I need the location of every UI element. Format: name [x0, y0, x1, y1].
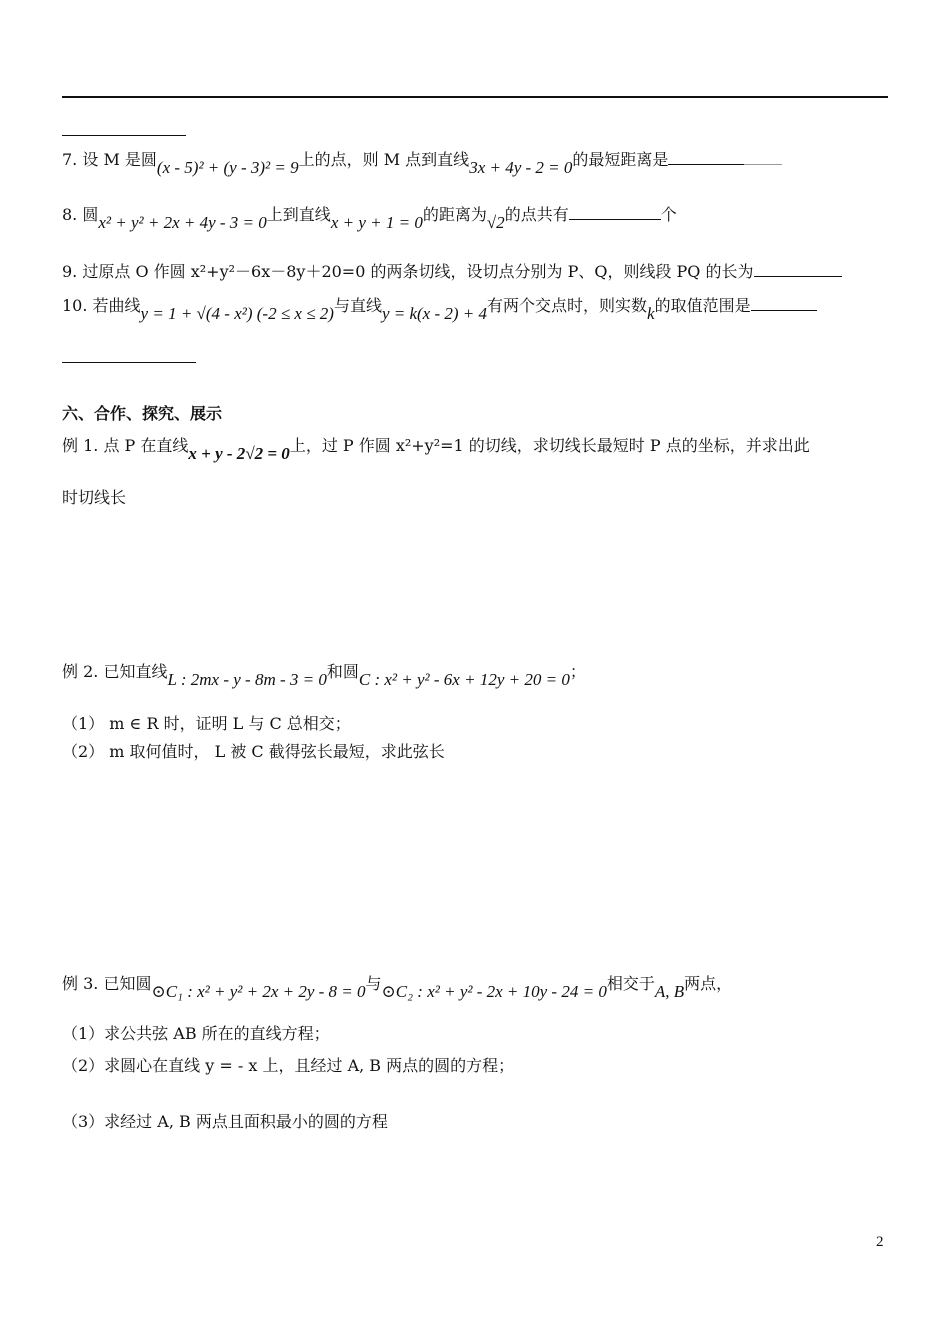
q8-expr-line: x + y + 1 = 0 — [330, 213, 423, 232]
ex2-suffix: ； — [569, 662, 586, 681]
ex3-sub3: （3）求经过 A, B 两点且面积最小的圆的方程 — [62, 1112, 388, 1131]
q8-mid1: 上到直线 — [266, 205, 331, 224]
q7-mid: 上的点，则 M 点到直线 — [298, 150, 470, 169]
q10-suffix: 的取值范围是 — [654, 296, 751, 315]
q8-mid2: 的距离为 — [422, 205, 487, 224]
ex2-sub1: （1） m ∈ R 时，证明 L 与 C 总相交； — [62, 714, 351, 733]
q7-prefix: 7. 设 M 是圆 — [62, 150, 157, 169]
q8-prefix: 8. 圆 — [62, 205, 99, 224]
q8-mid3: 的点共有 — [504, 205, 569, 224]
q10-expr-curve: y = 1 + √(4 - x²) (-2 ≤ x ≤ 2) — [140, 304, 334, 323]
q8-answer-blank — [569, 205, 661, 220]
q10-mid: 与直线 — [333, 296, 382, 315]
answer-blank-prev — [62, 135, 186, 136]
q8-expr-circle: x² + y² + 2x + 4y - 3 = 0 — [98, 213, 267, 232]
q9-answer-blank — [754, 262, 842, 277]
ex2-sub2: （2） m 取何值时， L 被 C 截得弦长最短，求此弦长 — [62, 742, 445, 761]
q7-answer-blank-ext — [744, 150, 782, 165]
q7-expr-line: 3x + 4y - 2 = 0 — [469, 158, 573, 177]
question-10 — [62, 296, 817, 323]
ex3-sub1: （1）求公共弦 AB 所在的直线方程； — [62, 1024, 330, 1043]
section-title: 六、合作、探究、展示 — [62, 404, 223, 423]
example-1 — [62, 436, 810, 463]
page-number: 2 — [876, 1234, 884, 1250]
ex1-expr-line: x + y - 2√2 = 0 — [188, 444, 290, 463]
ex3-mid2: 相交于 — [606, 974, 655, 993]
example-2 — [62, 662, 586, 689]
ex3-expr-ab: A, B — [654, 982, 685, 1001]
ex3-expr-c2: ⊙C₂ : x² + y² - 2x + 10y - 24 = 0 — [381, 982, 607, 1001]
q9-text: 9. 过原点 O 作圆 x²+y²－6x－8y＋20=0 的两条切线，设切点分别为 P、Q，则线段 PQ 的长为 — [62, 262, 754, 281]
ex3-prefix: 例 3. 已知圆 — [62, 974, 152, 993]
q10-answer-blank — [751, 296, 817, 311]
q8-expr-distance: √2 — [486, 213, 505, 232]
ex2-expr-circle: C : x² + y² - 6x + 12y + 20 = 0 — [358, 670, 570, 689]
example-3 — [62, 974, 733, 1001]
q10-prefix: 10. 若曲线 — [62, 296, 141, 315]
q7-answer-blank — [668, 150, 744, 165]
ex3-expr-c1: ⊙C₁ : x² + y² + 2x + 2y - 8 = 0 — [151, 982, 366, 1001]
q8-suffix: 个 — [660, 205, 677, 224]
ex1-line2: 时切线长 — [62, 488, 127, 507]
q10-expr-k: k — [647, 304, 655, 323]
question-9 — [62, 262, 842, 282]
q10-answer-blank-cont — [62, 362, 196, 363]
ex3-suffix: 两点， — [684, 974, 733, 993]
q7-suffix: 的最短距离是 — [572, 150, 669, 169]
ex3-mid: 与 — [365, 974, 382, 993]
ex2-prefix: 例 2. 已知直线 — [62, 662, 168, 681]
question-7 — [62, 150, 782, 177]
ex1-prefix: 例 1. 点 P 在直线 — [62, 436, 189, 455]
q7-expr-circle: (x - 5)² + (y - 3)² = 9 — [156, 158, 299, 177]
q10-expr-line: y = k(x - 2) + 4 — [381, 304, 488, 323]
question-8 — [62, 205, 677, 232]
ex1-suffix: 上，过 P 作圆 x²+y²=1 的切线，求切线长最短时 P 点的坐标，并求出此 — [289, 436, 810, 455]
ex3-sub2: （2）求圆心在直线 y = - x 上，且经过 A, B 两点的圆的方程； — [62, 1056, 515, 1075]
header-rule — [62, 96, 888, 98]
q10-mid2: 有两个交点时，则实数 — [487, 296, 648, 315]
ex2-expr-line: L : 2mx - y - 8m - 3 = 0 — [167, 670, 327, 689]
ex2-mid: 和圆 — [326, 662, 359, 681]
